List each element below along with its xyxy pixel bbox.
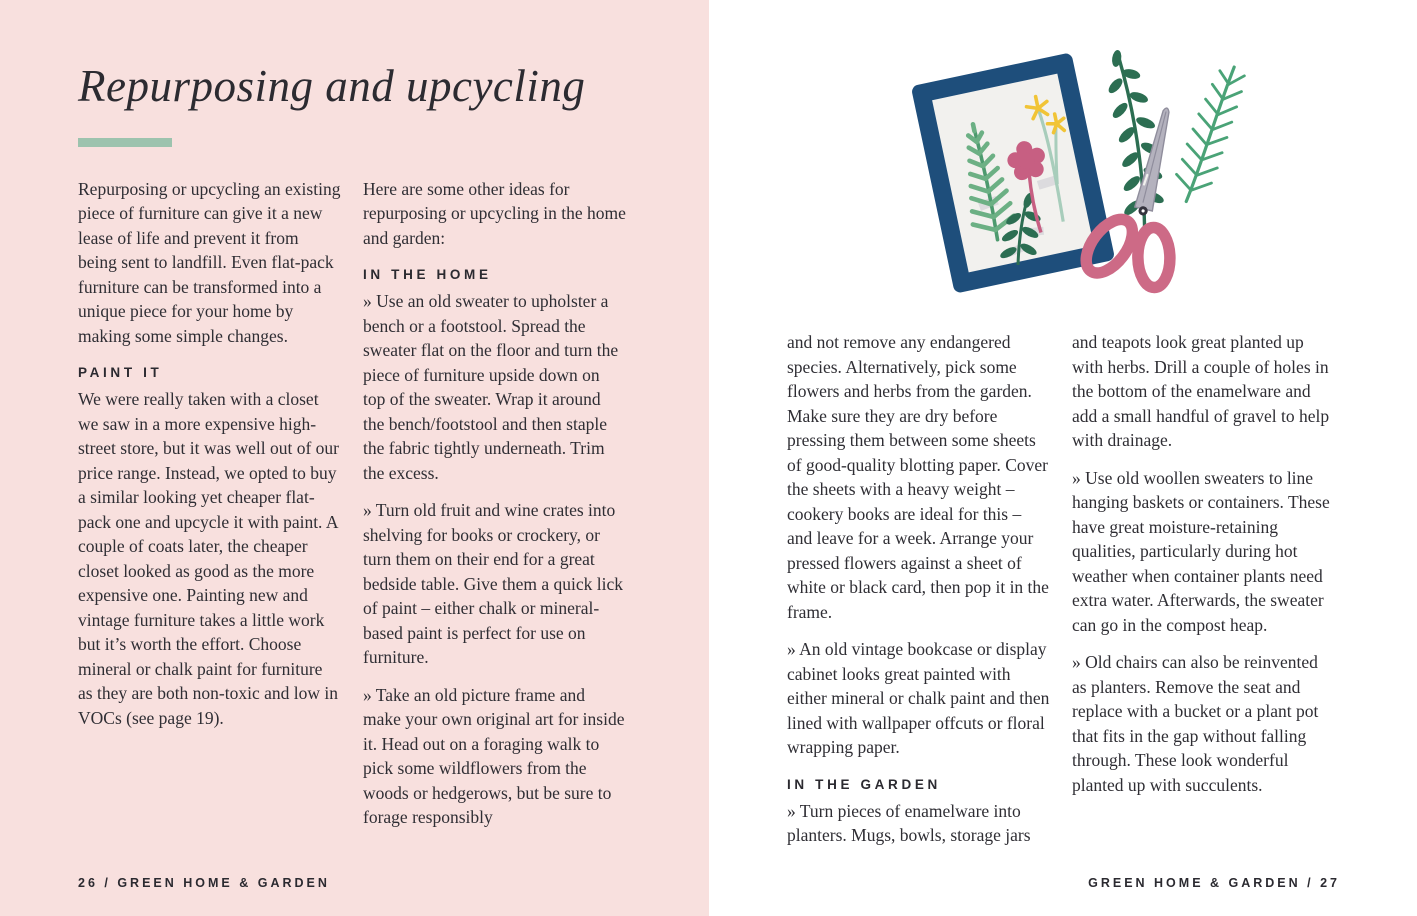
pine-branch — [1171, 60, 1247, 208]
page-footer-left: 26 / GREEN HOME & GARDEN — [78, 876, 330, 890]
section-heading-in-the-home: IN THE HOME — [363, 267, 492, 282]
left-column-1 — [78, 177, 341, 843]
foraging-continuation-paragraph: and not remove any endangered species. Alternatively, pick some flowers and herbs from the garden. Make sure they are dry before pressing them between some sheets of good-quality blotting paper. Cover the sheets with a heavy weight – cookery books are ideal for this – and leave for a week. Arrange your pressed flowers against a sheet of white or black card, then pop it in the frame. — [787, 332, 1049, 622]
left-column-2 — [363, 177, 626, 843]
pressed-flowers-illustration — [892, 25, 1280, 317]
bullet-vintage-bookcase: » An old vintage bookcase or display cabinet looks great painted with either mineral or chalk paint and then lined with wallpaper offcuts or floral wrapping paper. — [787, 639, 1050, 757]
page-footer-right: GREEN HOME & GARDEN / 27 — [1088, 876, 1340, 890]
paint-it-paragraph: We were really taken with a closet we saw in a more expensive high-street store, but it was well out of our price range. Instead, we opted to buy a similar looking yet cheaper flat-pack one and upcycle it with paint. A couple of coats later, the cheaper closet looked as good as the more expensive one. Painting new and vintage furniture takes a little work but it’s worth the effort. Choose mineral or chalk paint for furniture as they are both non-toxic and low in VOCs (see page 19). — [78, 389, 339, 728]
right-page-columns — [787, 330, 1335, 861]
bullet-sweater-upholster: » Use an old sweater to upholster a bench or a footstool. Spread the sweater flat on the floor and turn the piece of furniture upside down on top of the sweater. Wrap it around the bench/footstool and then staple the fabric tightly underneath. Trim the excess. — [363, 291, 619, 483]
right-column-1 — [787, 330, 1050, 861]
right-column-2 — [1072, 330, 1335, 861]
chapter-title: Repurposing and upcycling — [78, 61, 586, 111]
bullet-enamelware-planters: » Turn pieces of enamelware into planters. Mugs, bowls, storage jars — [787, 800, 1031, 845]
title-accent-bar — [78, 138, 172, 147]
bullet-woollen-sweaters: » Use old woollen sweaters to line hanging baskets or containers. These have great moisture-retaining qualities, particularly during hot weather when container plants need extra water. Afterwards, the sweater can go in the compost heap. — [1072, 467, 1330, 635]
section-heading-paint-it: PAINT IT — [78, 365, 163, 380]
ideas-lead-paragraph: Here are some other ideas for repurposing or upcycling in the home and garden: — [363, 178, 626, 248]
bullet-fruit-crates: » Turn old fruit and wine crates into shelving for books or crockery, or turn them on their end for a great bedside table. Give them a quick lick of paint – either chalk or mineral-based paint is perfect for use on furniture. — [363, 500, 623, 667]
left-page-columns — [78, 177, 626, 843]
bullet-picture-frame: » Take an old picture frame and make your own original art for inside it. Head out on a foraging walk to pick some wildflowers from the woods or hedgerows, but be sure to forage responsibly — [363, 684, 625, 827]
enamelware-continuation-paragraph: and teapots look great planted up with herbs. Drill a couple of holes in the bottom of the enamelware and add a small handful of gravel to help with drainage. — [1072, 332, 1330, 450]
right-page — [709, 0, 1417, 916]
section-heading-in-the-garden: IN THE GARDEN — [787, 776, 941, 792]
intro-paragraph: Repurposing or upcycling an existing piece of furniture can give it a new lease of life and prevent it from being sent to landfill. Even flat-pack furniture can be transformed into a unique piece for your home by making some simple changes. — [78, 178, 341, 346]
bullet-old-chairs: » Old chairs can also be reinvented as planters. Remove the seat and replace with a bucket or a plant pot that fits in the gap without falling through. These look wonderful planted up with succulents. — [1072, 652, 1319, 795]
